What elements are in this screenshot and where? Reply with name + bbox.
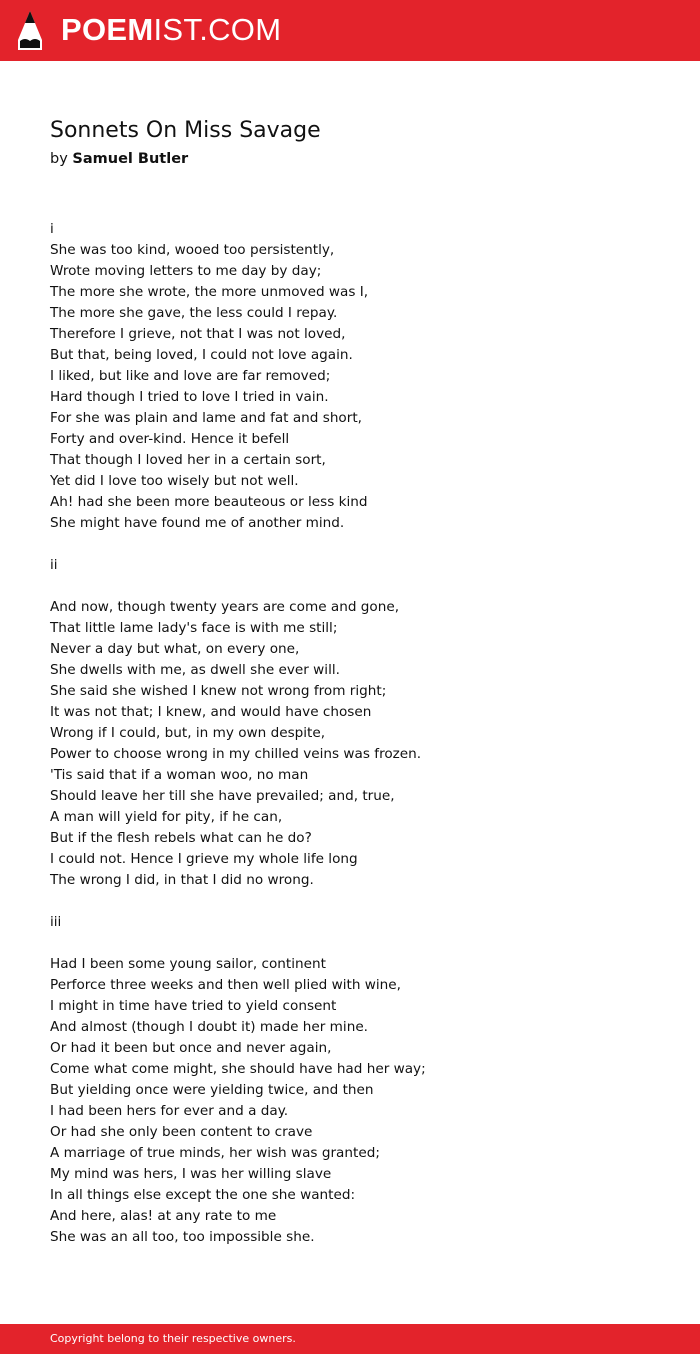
- poem-body: [50, 219, 650, 1248]
- poem-line: Or had she only been content to crave: [50, 1124, 313, 1140]
- poem-line: The wrong I did, in that I did no wrong.: [50, 872, 314, 888]
- logo-light-text: IST.COM: [153, 12, 282, 47]
- poem-line: [50, 576, 650, 597]
- poem-line: Never a day but what, on every one,: [50, 641, 300, 657]
- poem-line: Wrote moving letters to me day by day;: [50, 263, 322, 279]
- pencil-tip-icon[interactable]: [17, 10, 43, 51]
- poem-line: The more she wrote, the more unmoved was I,: [50, 284, 369, 300]
- poem-line: ii: [50, 557, 58, 573]
- poem-line: And here, alas! at any rate to me: [50, 1208, 277, 1224]
- poem-line: Should leave her till she have prevailed; and, true,: [50, 788, 395, 804]
- poem-line: But yielding once were yielding twice, and then: [50, 1082, 374, 1098]
- poem-line: She dwells with me, as dwell she ever will.: [50, 662, 340, 678]
- poem-line: But if the flesh rebels what can he do?: [50, 830, 312, 846]
- poem-line: Had I been some young sailor, continent: [50, 956, 326, 972]
- site-logo[interactable]: [61, 13, 281, 47]
- poem-line: That though I loved her in a certain sort,: [50, 452, 326, 468]
- poem-line: I might in time have tried to yield consent: [50, 998, 337, 1014]
- poem-line: [50, 933, 650, 954]
- copyright-text: Copyright belong to their respective owners.: [50, 1332, 296, 1345]
- poem-line: i: [50, 221, 54, 237]
- poem-line: In all things else except the one she wanted:: [50, 1187, 356, 1203]
- poem-line: That little lame lady's face is with me still;: [50, 620, 338, 636]
- poem-line: Forty and over-kind. Hence it befell: [50, 431, 290, 447]
- poem-line: A marriage of true minds, her wish was granted;: [50, 1145, 380, 1161]
- poem-line: The more she gave, the less could I repay.: [50, 305, 338, 321]
- poem-line: Wrong if I could, but, in my own despite,: [50, 725, 326, 741]
- poem-line: A man will yield for pity, if he can,: [50, 809, 283, 825]
- poem-line: [50, 534, 650, 555]
- poem-line: But that, being loved, I could not love again.: [50, 347, 353, 363]
- poem-line: She said she wished I knew not wrong from right;: [50, 683, 387, 699]
- poem-line: Hard though I tried to love I tried in vain.: [50, 389, 329, 405]
- poem-line: Ah! had she been more beauteous or less kind: [50, 494, 368, 510]
- poem-line: 'Tis said that if a woman woo, no man: [50, 767, 309, 783]
- poem-line: And now, though twenty years are come and gone,: [50, 599, 400, 615]
- poem-line: I had been hers for ever and a day.: [50, 1103, 289, 1119]
- poem-line: For she was plain and lame and fat and short,: [50, 410, 362, 426]
- poem-line: She was an all too, too impossible she.: [50, 1229, 315, 1245]
- poem-line: [50, 891, 650, 912]
- byline: [50, 149, 188, 169]
- poem-line: Perforce three weeks and then well plied with wine,: [50, 977, 401, 993]
- poem-line: iii: [50, 914, 62, 930]
- poem-line: Therefore I grieve, not that I was not loved,: [50, 326, 346, 342]
- by-label: by: [50, 151, 68, 167]
- author-name: Samuel Butler: [72, 151, 189, 167]
- poem-line: And almost (though I doubt it) made her mine.: [50, 1019, 369, 1035]
- site-header: [0, 0, 700, 61]
- poem-line: She might have found me of another mind.: [50, 515, 345, 531]
- poem-line: I could not. Hence I grieve my whole life long: [50, 851, 358, 867]
- poem-title: Sonnets On Miss Savage: [50, 118, 321, 143]
- poem-line: Power to choose wrong in my chilled veins was frozen.: [50, 746, 422, 762]
- poem-line: Yet did I love too wisely but not well.: [50, 473, 299, 489]
- site-footer: [0, 1324, 700, 1354]
- poem-line: She was too kind, wooed too persistently,: [50, 242, 335, 258]
- poem-line: Come what come might, she should have had her way;: [50, 1061, 426, 1077]
- poem-line: Or had it been but once and never again,: [50, 1040, 332, 1056]
- poem-line: My mind was hers, I was her willing slave: [50, 1166, 332, 1182]
- poem-line: I liked, but like and love are far removed;: [50, 368, 331, 384]
- logo-bold-text: POEM: [61, 12, 154, 47]
- poem-line: It was not that; I knew, and would have chosen: [50, 704, 372, 720]
